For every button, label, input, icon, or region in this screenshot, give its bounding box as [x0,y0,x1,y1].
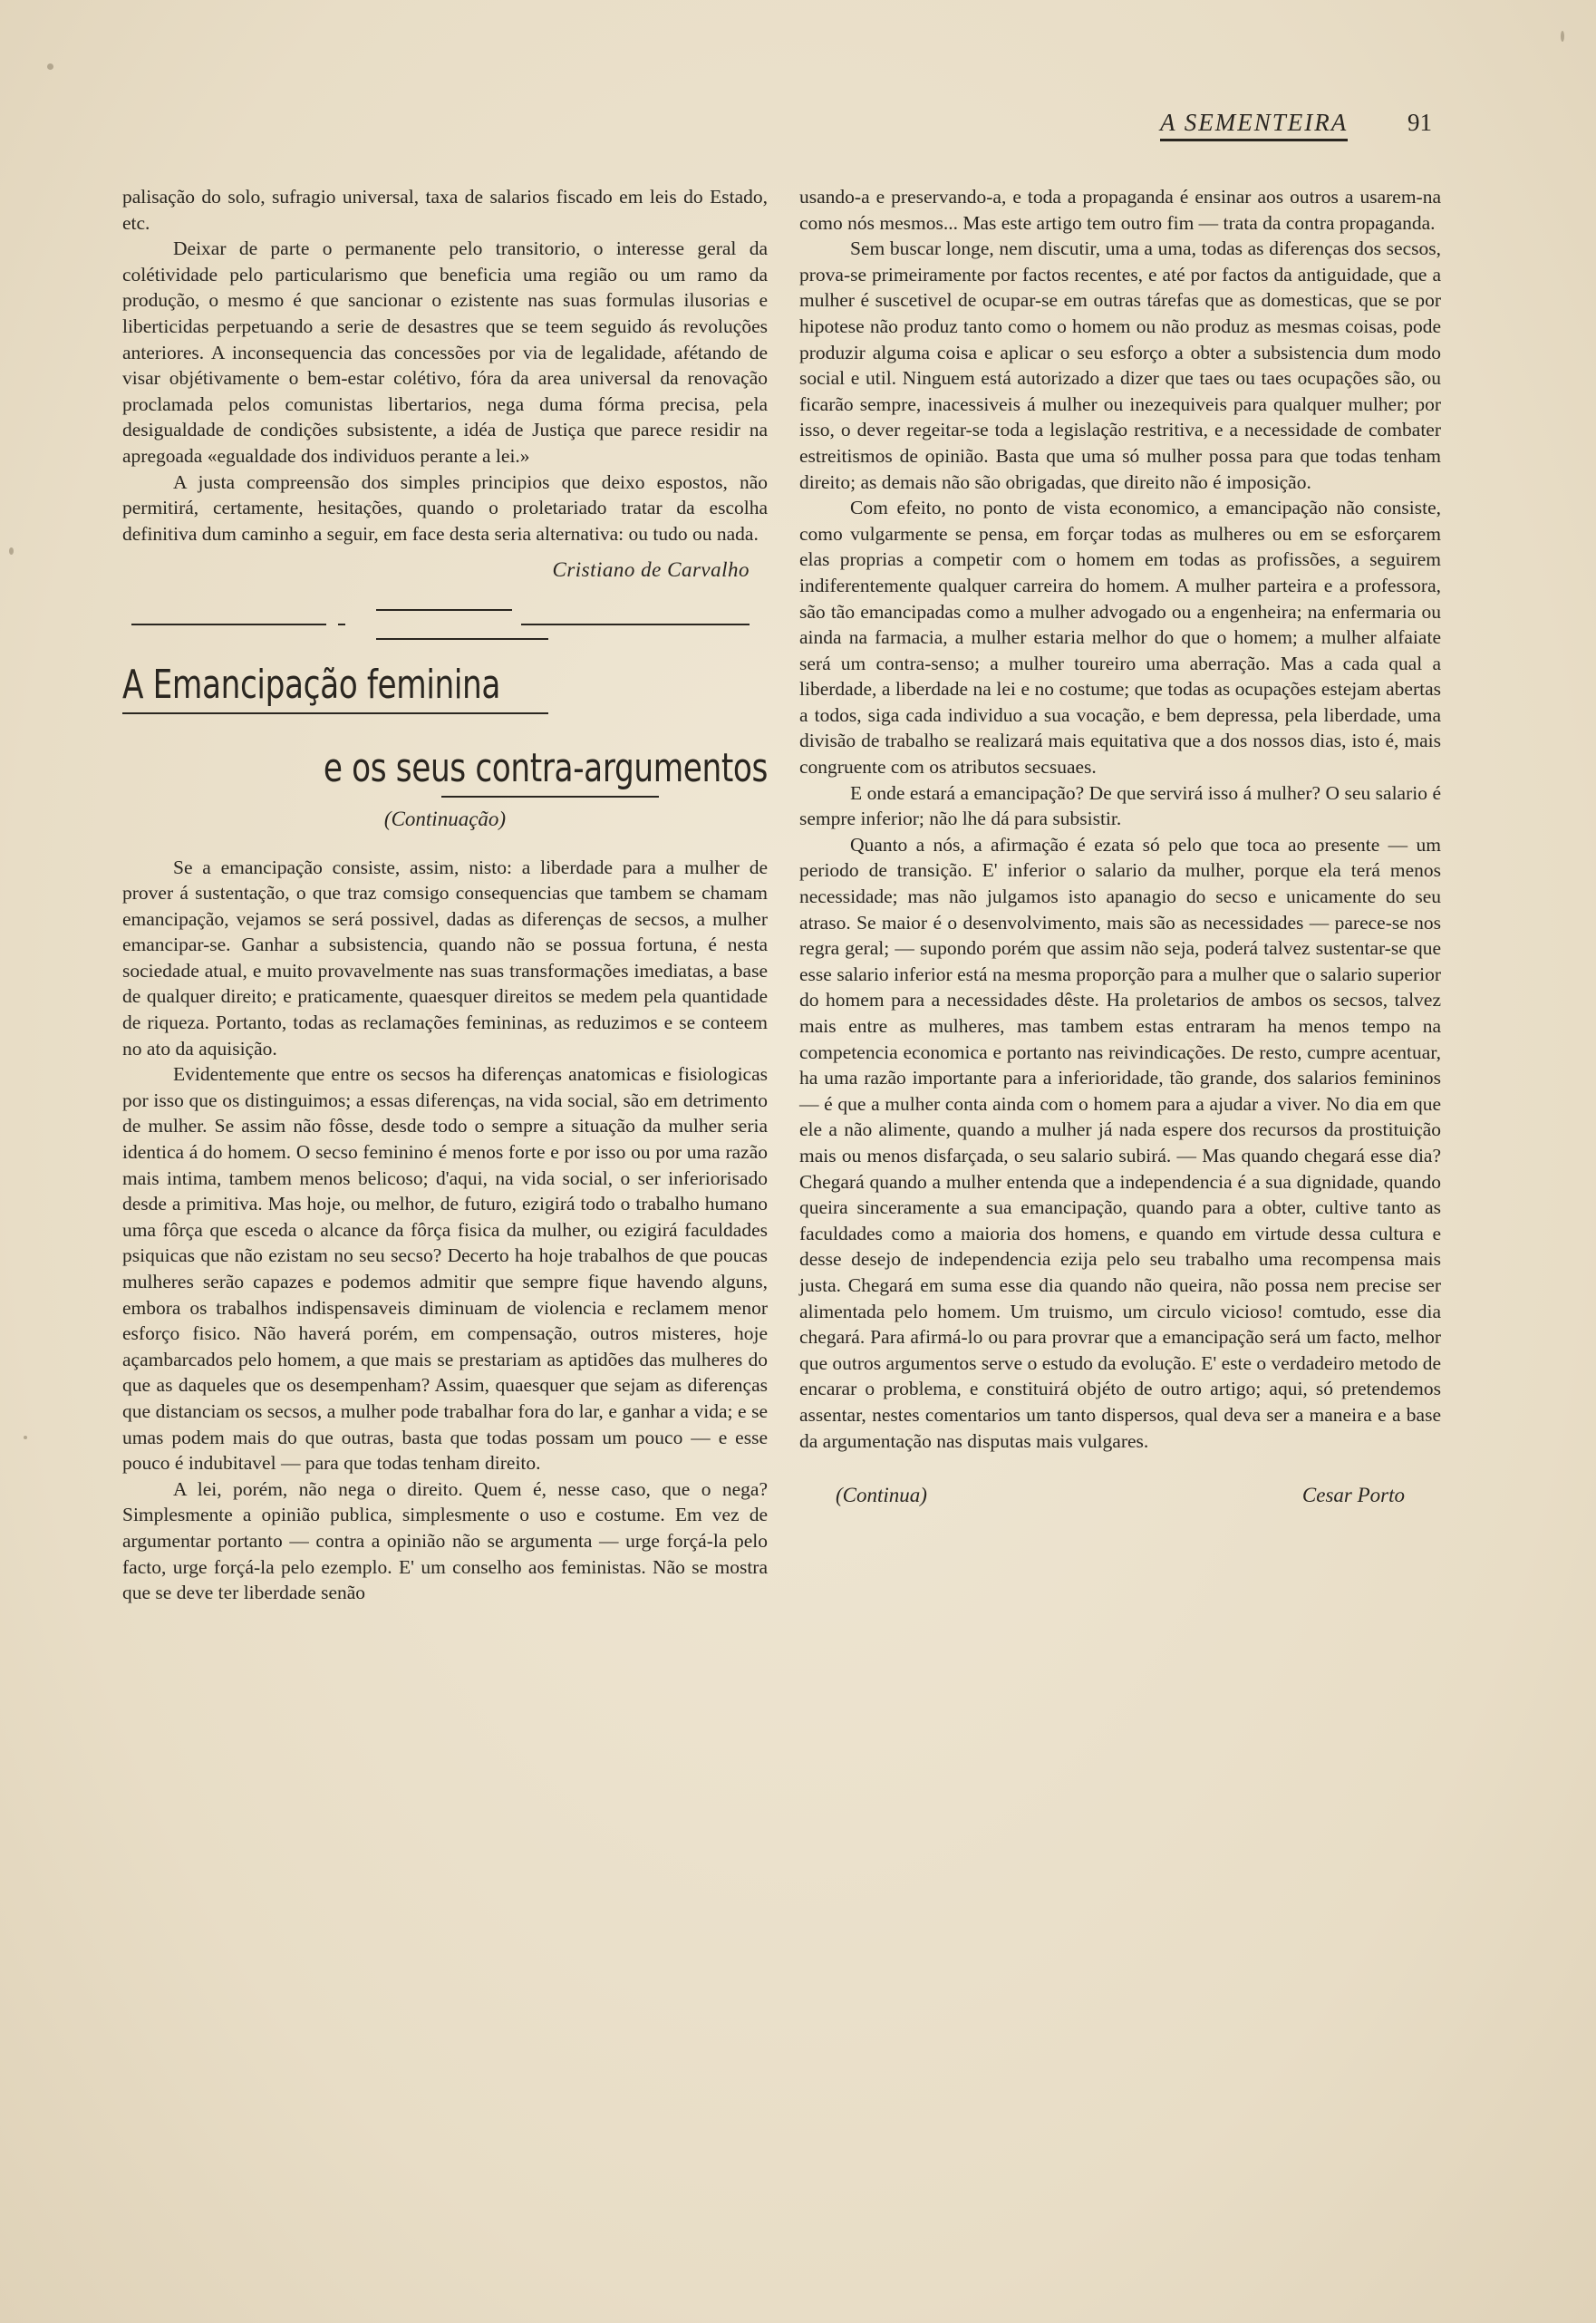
article-footer [799,1483,1441,1509]
divider-rule [131,624,326,625]
paragraph: Com efeito, no ponto de vista economico, a emancipação não consiste, como vulgarmente se pensa, em forçar todas as mulheres ou em se esforçarem elas proprias a competir com o homem em todas as profissões, a seguirem indiferentemente qualquer carreira do homem. A mulher parteira e a professora, são tão emancipadas como a mulher advogado ou a engenheira; na enfermaria ou ainda na farmacia, a mulher estaria melhor do que o homem; a mulher alfaiate será um contra-senso; a mulher toureiro uma aberração. Mas a cada qual a liberdade, a liberdade na lei e no costume; que todas as ocupações estejam abertas a todos, siga cada individuo a sua vocação, e bem depressa, pela liberdade, uma divisão de trabalho se realizará mais equitativa que a dos nossos dias, isto é, mais congruente com os atributos secsuaes. [799,497,1441,779]
paragraph: A lei, porém, não nega o direito. Quem é, nesse caso, que o nega? Simplesmente a opinião publica, simplesmente o uso e costume. Em vez de argumentar portanto — contra a opinião não se argumenta — urge forçá-la pelo facto, urge forçá-la pelo ezemplo. E' um conselho aos feministas. Não se mostra que se deve ter liberdade senão [122,1477,768,1604]
paragraph: Evidentemente que entre os secsos ha diferenças anatomicas e fisiologicas por isso que os distinguimos; a essas diferenças, na vida social, são em detrimento de mulher. Se assim não fôsse, desde todo o sempre a situação da mulher seria identica á do homem. O secso feminino é menos forte e por isso ou por uma razão mais intima, tambem menos belicoso; d'aqui, na vida social, o ser inferiorisado desde a primitiva. Mas hoje, ou melhor, de futuro, ezigirá todo o trabalho humano uma fôrça que esceda o alcance da fôrça fisica da mulher, ou ezigirá faculdades psiquicas que não ezistam no seu secso? Decerto ha hoje trabalhos de que poucas mulheres serão capazes e podemos admitir que sempre fique havendo alguns, embora os trabalhos indispensaveis diminuam de violencia e reclamem menor esforço fisico. Não haverá porém, em compensação, outros misteres, hoje açambarcados pelo homem, a que mais se prestariam as aptidões das mulheres do que as daqueles que os desempenham? Assim, quaesquer que sejam as diferenças que distanciam os secsos, a mulher pode trabalhar fora do lar, e ganhar a vida; e se umas podem mais do que outras, basta que todas possam um pouco — e esse pouco é indubitavel — para que todas tenham direito. [122,1063,768,1475]
paragraph: palisação do solo, sufragio universal, taxa de salarios fiscado em leis do Estado, etc. [122,186,768,234]
continua-note: (Continua) [836,1484,927,1507]
paper-speck [9,547,14,555]
paper-speck [1561,31,1564,42]
title-underline [441,796,659,798]
divider-rule [376,609,512,611]
article-title-continued: e os seus contra-argumentos [323,744,768,791]
running-head [1160,109,1432,145]
paragraph: Se a emancipação consiste, assim, nisto: a liberdade para a mulher de prover á sustentação, o que traz comsigo consequencias que tambem se chamam emancipação, vejamos se será possivel, dadas as diferenças de secsos, a mulher emancipar-se. Ganhar a subsistencia, quando não se possua fortuna, é nesta sociedade atual, e muito provavelmente nas suas transformações imediatas, a base de qualquer direito; e praticamente, quaesquer direitos se medem pela quantidade de riqueza. Portanto, todas as reclamações femininas, as reduzimos e se conteem no ato da aquisição. [122,856,768,1060]
author-signature: Cristiano de Carvalho [552,558,750,582]
page-number: 91 [1407,109,1432,136]
paragraph: Quanto a nós, a afirmação é ezata só pelo que toca ao presente — um periodo de transição. E' inferior o salario da mulher, porque ela terá menos necessidade; mas não julgamos isto apanagio do secso e unicamente do seu atraso. Se maior é o desenvolvimento, mais são as necessidades — parece-se nos regra geral; — supondo porém que assim não seja, poderá talvez sustentar-se que esse salario inferior está na mesma proporção para a mulher que o salario superior do homem para a necessidades dêste. Ha proletarios de ambos os secsos, talvez mais entre as mulheres, mas tambem estas entraram ha menos tempo na competencia economica e portanto nas reivindicações. De resto, cumpre acentuar, ha uma razão importante para a inferioridade, tão grande, dos salarios femininos — é que a mulher conta ainda com o homem para a ajudar a viver. No dia em que ele a não alimente, quando a mulher já nada espere dos recursos da prostituição mais ou menos disfarçada, o seu salario subirá. — Mas quando chegará esse dia? Chegará quando a mulher entenda que a independencia é a sua dignidade, quando queira sinceramente a sua emancipação, quando para a obter, cultive tanto as faculdades como a maioria dos homens, e quando em virtude dessa cultura e desse desejo de independencia ezija pelo seu trabalho uma recompensa mais justa. Chegará em suma esse dia quando não queira, não possa nem precise ser alimentada pelo homem. Um truismo, um circulo vicioso! comtudo, esse dia chegará. Para afirmá-lo ou para provrar que a emancipação será um facto, melhor que outros argumentos serve o estudo da evolução. E' este o verdadeiro metodo de encarar o problema, e constituirá objéto de outro artigo; aqui, só pretendemos assentar, nestes comentarios um tanto dispersos, qual deva ser a maneira e a base da argumentação nas disputas mais vulgares. [799,833,1441,1452]
paragraph: usando-a e preservando-a, e toda a propaganda é ensinar aos outros a usarem-na como nós mesmos... Mas este artigo tem outro fim — trata da contra propaganda. [799,186,1441,234]
paragraph: A justa compreensão dos simples principios que deixo espostos, não permitirá, certamente, hesitações, quando o proletariado tratar da escolha definitiva dum caminho a seguir, em face desta seria alternativa: ou tudo ou nada. [122,470,768,545]
section-divider [122,591,768,654]
divider-rule [376,638,548,640]
divider-rule [521,624,750,625]
article-subtitle: (Continuação) [383,807,507,830]
paper-speck [24,1436,27,1439]
paragraph: E onde estará a emancipação? De que servirá isso á mulher? O seu salario é sempre inferior; não lhe dá para subsistir. [799,781,1441,830]
paper-speck [47,63,53,70]
article-title: A Emancipação feminina [122,661,500,708]
right-column [799,184,1441,1509]
paragraph: Sem buscar longe, nem discutir, uma a uma, todas as diferenças dos secsos, prova-se primeiramente por factos recentes, e até por factos da antiguidade, que a mulher é suscetivel de ocupar-se em outras tárefas que as domesticas, que se por hipotese não produz tanto como o homem ou não produz as mesmas coisas, pode produzir alguma coisa e aplicar o seu esforço a obter a subsistencia dum modo social e util. Ninguem está autorizado a dizer que taes ou taes ocupações são, ou ficarão sempre, inacessiveis á mulher ou inezequiveis para qualquer mulher; por isso, o dever regeitar-se toda a legislação restritiva, e a necessidade de combater estreitismos de opinião. Basta que uma só mulher possa para que todas tenham direito; as demais não são obrigadas, que direito não é imposição. [799,237,1441,493]
publication-title: A SEMENTEIRA [1160,109,1348,141]
divider-rule [338,624,345,625]
left-column [122,184,768,1606]
title-underline [122,712,548,714]
author-signature: Cesar Porto [1301,1484,1405,1507]
paragraph: Deixar de parte o permanente pelo transitorio, o interesse geral da colétividade pelo particularismo que beneficia uma região ou um ramo da produção, o mesmo é que sancionar o ezistente nas suas formulas ilusorias e liberticidas perpetuando a serie de desastres que se teem seguido ás revoluções anteriores. A inconsequencia das concessões por via de legalidade, afétando de visar objétivamente o bem-estar colétivo, fóra da area universal da renovação proclamada pelos comunistas libertarios, nega duma fórma precisa, pela desigualdade de condições subsistente, a idéa de Justiça que parece residir na apregoada «egualdade dos individuos perante a lei.» [122,237,768,467]
